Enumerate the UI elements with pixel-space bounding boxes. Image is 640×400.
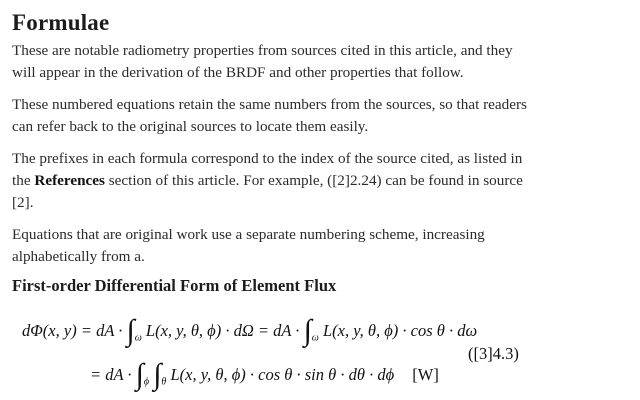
integral-sign: ∫ — [153, 358, 162, 391]
equation-unit: [W] — [412, 365, 439, 384]
equation-number: ([3]4.3) — [468, 344, 519, 363]
equation-rhs: L(x, y, θ, ϕ) · cos θ · dω — [322, 321, 478, 340]
integral-limit-omega: ω — [134, 332, 142, 344]
intro-paragraph: These are notable radiometry properties from sources cited in this article, and they will appear in the derivation of the BRDF and other properties that follow. — [12, 42, 513, 81]
equation-line2-rhs: L(x, y, θ, ϕ) · cos θ · sin θ · dθ · dϕ — [170, 365, 395, 384]
integral-sign: ∫ — [303, 314, 312, 347]
prefix-paragraph — [12, 148, 532, 214]
references-link-text: References — [34, 172, 105, 189]
original-work-paragraph: Equations that are original work use a separate numbering scheme, increasing alphabetically from a. — [12, 226, 485, 265]
numbering-paragraph: These numbered equations retain the same numbers from the sources, so that readers can refer back to the original sources to locate them easily. — [12, 96, 527, 135]
integral-sign: ∫ — [135, 358, 144, 391]
integral-limit-phi: ϕ — [143, 376, 150, 388]
prefix-text-before: The prefixes in each formula correspond to the index of the source cited, as listed in the — [12, 150, 523, 189]
subsection-title: First-order Differential Form of Element Flux — [12, 276, 337, 295]
integral-limit-omega: ω — [311, 332, 319, 344]
equation-line-2 — [90, 360, 439, 393]
integral-limit-theta: θ — [161, 376, 167, 388]
section-title: Formulae — [12, 10, 110, 35]
integral-sign: ∫ — [126, 314, 135, 347]
equation-line-1 — [22, 316, 477, 349]
equation-mid: L(x, y, θ, ϕ) · dΩ = dA · — [145, 321, 300, 340]
prefix-text-after: section of this article. For example, ([2]2.24) can be found in source [2]. — [12, 172, 523, 211]
equation-lhs: dΦ(x, y) = dA · — [22, 321, 123, 340]
equation-line2-lhs: = dA · — [90, 365, 132, 384]
